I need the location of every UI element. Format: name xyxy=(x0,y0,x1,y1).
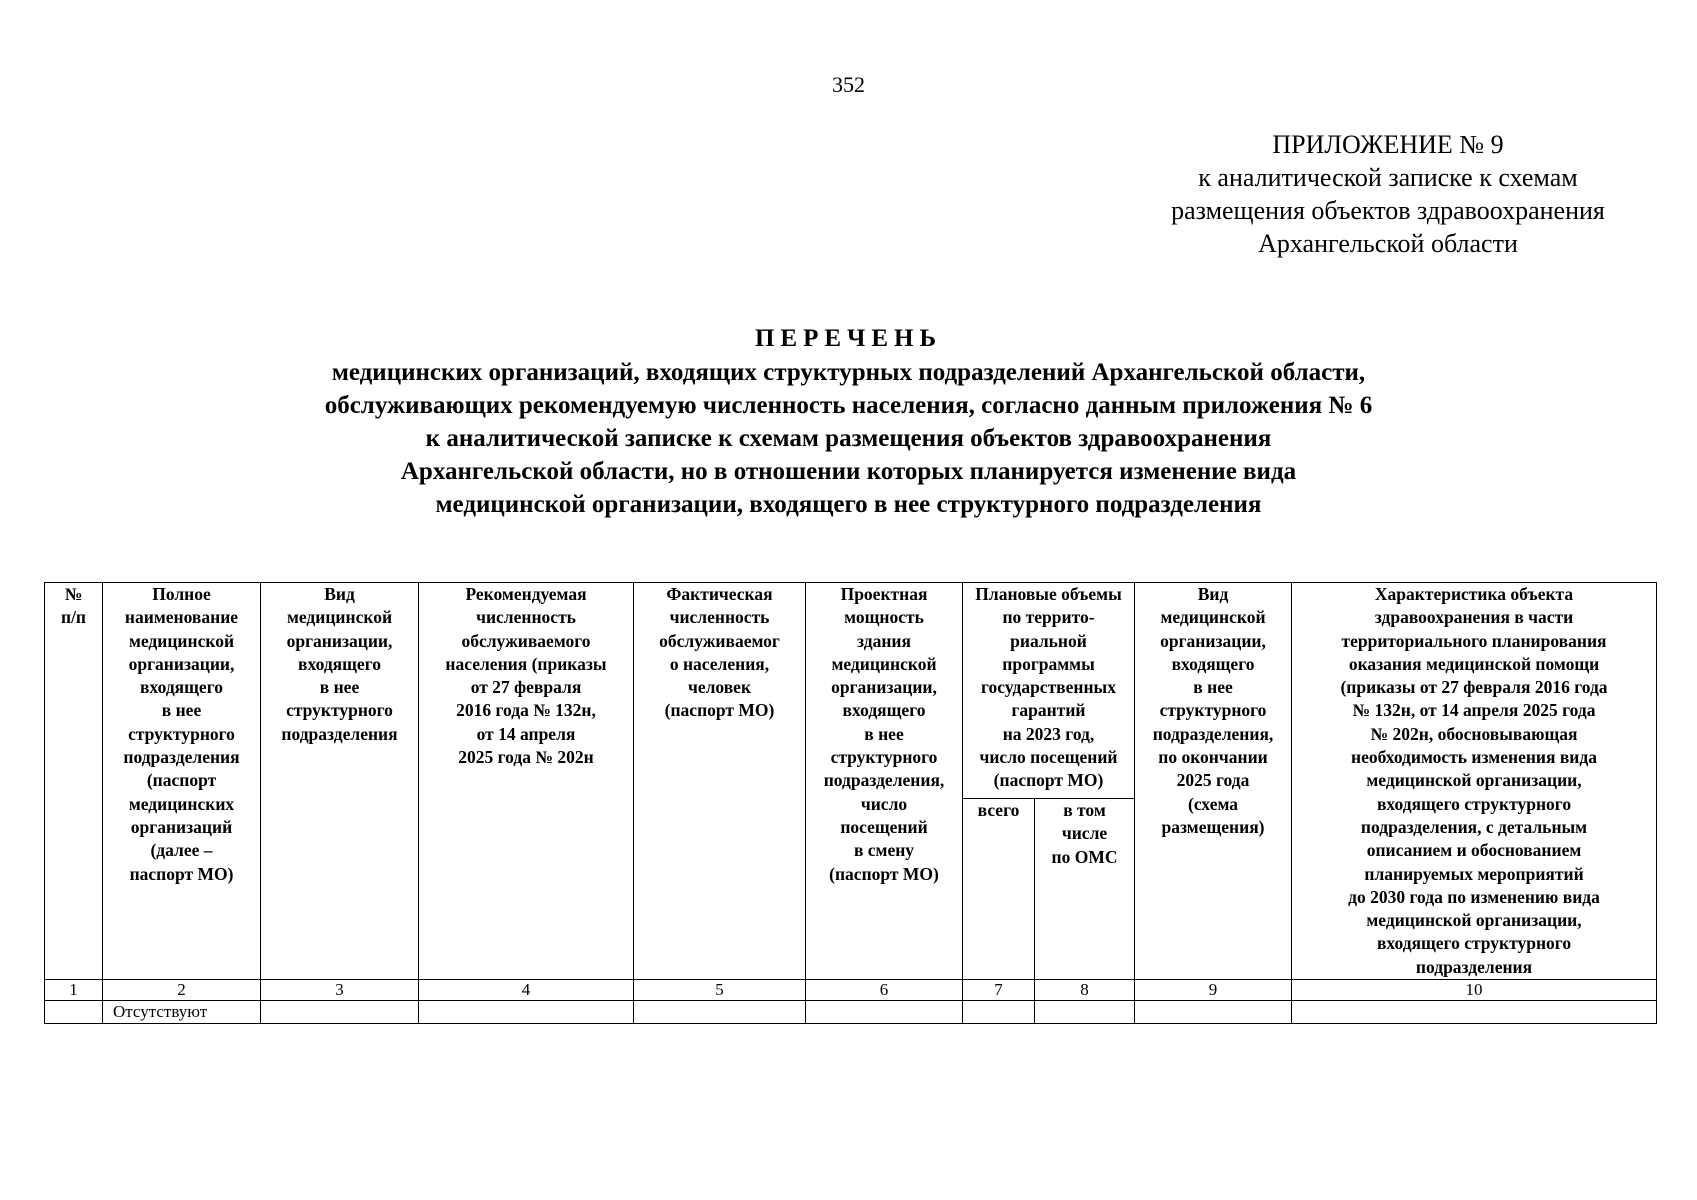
header-col-3 xyxy=(261,583,419,980)
column-number: 9 xyxy=(1135,980,1292,1001)
header-col-2 xyxy=(103,583,261,980)
header-text-line: (схема xyxy=(1188,793,1239,814)
column-number: 6 xyxy=(806,980,963,1001)
header-text-line: № 132н, от 14 апреля 2025 года xyxy=(1352,700,1596,721)
header-text-line: необходимость изменения вида xyxy=(1351,747,1597,768)
header-text-line: входящего xyxy=(842,700,926,721)
column-number: 4 xyxy=(419,980,634,1001)
header-text-line: населения (приказы xyxy=(445,653,607,674)
header-text-line: № xyxy=(64,584,83,604)
column-number: 3 xyxy=(261,980,419,1001)
table-cell xyxy=(1035,1001,1135,1024)
header-col-9 xyxy=(1135,583,1292,980)
document-heading xyxy=(0,322,1697,521)
header-text-line: (паспорт МО) xyxy=(829,863,939,884)
header-text-line: структурного xyxy=(830,747,938,768)
header-text-line: медицинской xyxy=(831,653,937,674)
heading-line: медицинской организации, входящего в нее структурного подразделения xyxy=(435,491,1262,518)
header-text-line: структурного xyxy=(1159,700,1267,721)
header-text-line: оказания медицинской помощи xyxy=(1348,653,1600,674)
header-text-line: посещений xyxy=(840,816,928,837)
header-text-line: подразделения xyxy=(1415,956,1533,977)
heading-line: Архангельской области, но в отношении которых планируется изменение вида xyxy=(400,458,1297,485)
table-cell xyxy=(1135,1001,1292,1024)
header-col-7 xyxy=(963,799,1035,980)
header-text-line: здания xyxy=(857,630,911,651)
appendix-line: размещения объектов здравоохранения xyxy=(1171,196,1605,225)
table-cell xyxy=(419,1001,634,1024)
header-text-line: входящего xyxy=(140,677,223,698)
header-text-line: о населения, xyxy=(669,653,770,674)
header-col-6 xyxy=(806,583,963,980)
header-text-line: в нее xyxy=(1193,677,1233,698)
header-text-line: (паспорт МО) xyxy=(664,700,775,721)
header-text-line: по окончании xyxy=(1158,747,1268,768)
header-text-line: № 202н, обосновывающая xyxy=(1370,723,1578,744)
header-text-line: гарантий xyxy=(1011,700,1086,721)
header-group-planned-volumes xyxy=(963,583,1135,799)
header-text-line: 2025 года xyxy=(1176,770,1250,791)
header-text-line: структурного xyxy=(128,723,235,744)
header-col-1 xyxy=(45,583,103,980)
header-text-line: входящего структурного xyxy=(1376,933,1572,954)
column-number: 8 xyxy=(1035,980,1135,1001)
column-number: 1 xyxy=(45,980,103,1001)
header-text-line: в нее xyxy=(864,723,904,744)
header-text-line: Фактическая xyxy=(666,584,773,604)
header-text-line: паспорт МО) xyxy=(129,863,234,884)
header-text-line: в смену xyxy=(853,840,915,861)
header-col-5 xyxy=(634,583,806,980)
header-text-line: численность xyxy=(476,607,576,628)
header-text-line: структурного xyxy=(286,700,393,721)
header-text-line: число посещений xyxy=(979,747,1118,768)
header-text-line: подразделения, xyxy=(823,770,945,791)
header-text-line: организации, xyxy=(286,630,393,651)
appendix-block xyxy=(1138,128,1638,260)
header-text-line: государственных xyxy=(981,677,1116,698)
header-text-line: числе xyxy=(1061,823,1108,844)
header-col-8 xyxy=(1035,799,1135,980)
header-text-line: Вид xyxy=(1197,584,1229,604)
header-text-line: (далее – xyxy=(150,840,213,861)
header-text-line: подразделения, с детальным xyxy=(1360,816,1588,837)
header-text-line: от 27 февраля xyxy=(470,677,582,698)
header-text-line: (паспорт xyxy=(146,770,217,791)
header-text-line: 2016 года № 132н, xyxy=(456,700,596,721)
header-text-line: на 2023 год, xyxy=(1002,723,1095,744)
appendix-line: Архангельской области xyxy=(1258,229,1518,258)
header-text-line: медицинской организации, xyxy=(1366,770,1582,791)
header-text-line: подразделения xyxy=(123,747,240,768)
column-number: 10 xyxy=(1292,980,1657,1001)
table-cell: Отсутствуют xyxy=(103,1001,261,1024)
document-title: ПЕРЕЧЕНЬ xyxy=(754,325,943,352)
header-text-line: медицинской организации, xyxy=(1366,910,1582,931)
table-cell xyxy=(963,1001,1035,1024)
organizations-table xyxy=(44,582,1657,1024)
appendix-line: к аналитической записке к схемам xyxy=(1198,163,1578,192)
table-cell xyxy=(1292,1001,1657,1024)
header-text-line: описанием и обоснованием xyxy=(1366,840,1582,861)
header-text-line: организации, xyxy=(1160,630,1266,651)
header-text-line: медицинской xyxy=(1160,607,1266,628)
header-text-line: организации, xyxy=(831,677,937,698)
header-text-line: Характеристика объекта xyxy=(1374,584,1574,604)
heading-line: обслуживающих рекомендуемую численность населения, согласно данным приложения № 6 xyxy=(324,392,1373,419)
header-text-line: Проектная xyxy=(840,584,928,604)
header-text-line: размещения) xyxy=(1161,816,1265,837)
header-text-line: мощность xyxy=(844,607,924,628)
header-text-line: риальной xyxy=(1010,630,1087,651)
column-number: 5 xyxy=(634,980,806,1001)
header-text-line: обслуживаемого xyxy=(461,630,591,651)
header-text-line: всего xyxy=(977,800,1020,821)
header-text-line: подразделения, xyxy=(1152,723,1274,744)
header-text-line: (приказы от 27 февраля 2016 года xyxy=(1340,677,1608,698)
header-text-line: организаций xyxy=(130,816,233,837)
page-number: 352 xyxy=(832,72,865,97)
header-text-line: в нее xyxy=(319,677,360,698)
header-text-line: от 14 апреля xyxy=(476,723,576,744)
header-text-line: число xyxy=(860,793,908,814)
header-text-line: в том xyxy=(1063,800,1106,821)
heading-line: к аналитической записке к схемам размещения объектов здравоохранения xyxy=(425,425,1272,452)
column-number: 7 xyxy=(963,980,1035,1001)
header-text-line: Плановые объемы xyxy=(975,584,1122,604)
header-text-line: по ОМС xyxy=(1051,846,1118,867)
header-text-line: Вид xyxy=(324,584,355,604)
table-cell xyxy=(634,1001,806,1024)
heading-line: медицинских организаций, входящих структурных подразделений Архангельской области, xyxy=(331,359,1366,386)
header-text-line: медицинской xyxy=(286,607,393,628)
header-text-line: 2025 года № 202н xyxy=(458,747,594,768)
header-text-line: планируемых мероприятий xyxy=(1364,863,1584,884)
column-number: 2 xyxy=(103,980,261,1001)
table-row xyxy=(45,1001,1657,1024)
header-col-4 xyxy=(419,583,634,980)
table-cell xyxy=(261,1001,419,1024)
header-text-line: медицинской xyxy=(128,630,235,651)
header-text-line: обслуживаемог xyxy=(659,630,780,651)
header-text-line: входящего структурного xyxy=(1376,793,1572,814)
header-text-line: Полное xyxy=(152,584,211,604)
header-text-line: входящего xyxy=(1171,653,1255,674)
header-text-line: подразделения xyxy=(281,723,398,744)
header-text-line: наименование xyxy=(124,607,239,628)
header-text-line: организации, xyxy=(128,653,235,674)
header-text-line: входящего xyxy=(298,653,381,674)
column-numbers-row xyxy=(45,980,1657,1001)
table-cell xyxy=(45,1001,103,1024)
header-text-line: здравоохранения в части xyxy=(1374,607,1574,628)
header-text-line: до 2030 года по изменению вида xyxy=(1348,886,1600,907)
header-text-line: по террито- xyxy=(1002,607,1095,628)
header-text-line: человек xyxy=(687,677,752,698)
header-text-line: в нее xyxy=(161,700,202,721)
header-text-line: п/п xyxy=(60,607,87,628)
header-text-line: территориального планирования xyxy=(1341,630,1607,651)
appendix-title: ПРИЛОЖЕНИЕ № 9 xyxy=(1272,130,1504,159)
header-col-10 xyxy=(1292,583,1657,980)
header-text-line: численность xyxy=(669,607,770,628)
header-text-line: программы xyxy=(1002,653,1095,674)
header-text-line: медицинских xyxy=(128,793,235,814)
table-cell xyxy=(806,1001,963,1024)
header-text-line: (паспорт МО) xyxy=(993,770,1104,791)
header-text-line: Рекомендуемая xyxy=(465,584,587,604)
